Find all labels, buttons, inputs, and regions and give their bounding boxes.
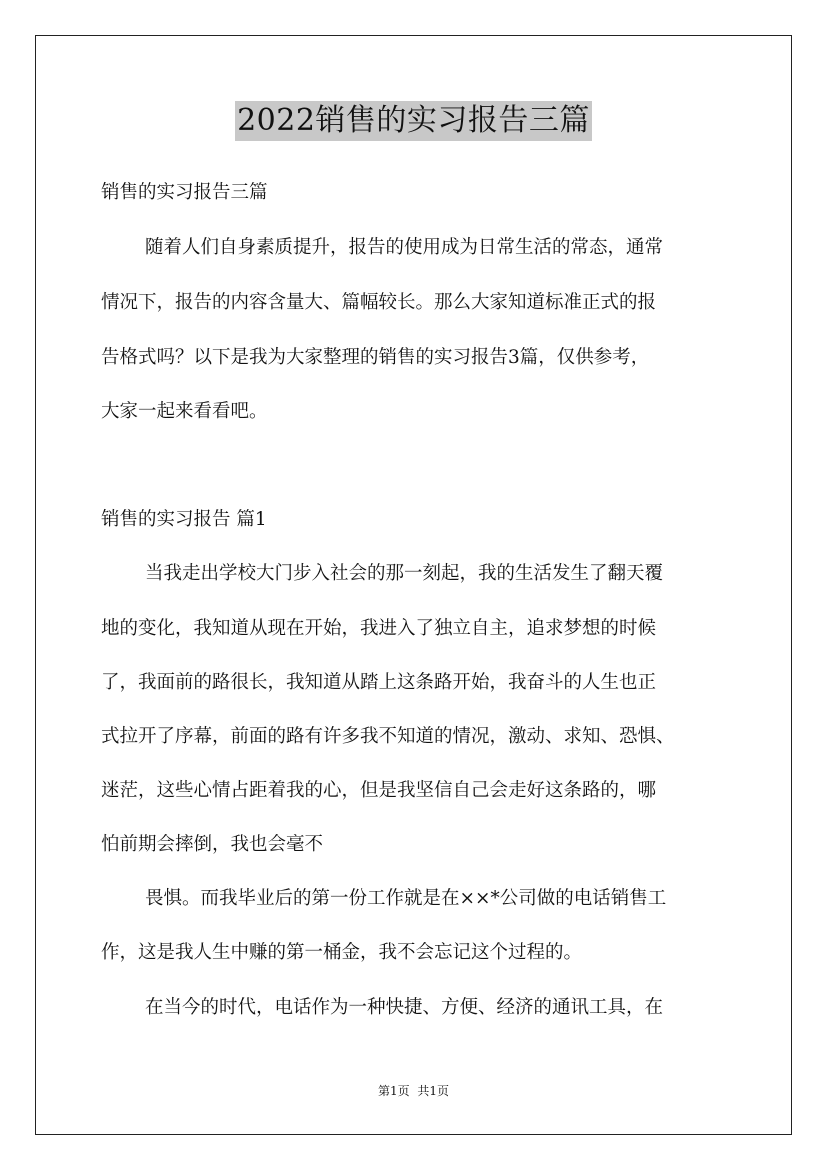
document-subtitle: 销售的实习报告三篇 xyxy=(101,182,268,203)
body-line: 当我走出学校大门步入社会的那一刻起，我的生活发生了翻天覆 xyxy=(145,563,664,584)
title-container xyxy=(0,101,827,141)
body-line: 在当今的时代，电话作为一种快捷、方便、经济的通讯工具，在 xyxy=(145,997,664,1018)
intro-line: 大家一起来看看吧。 xyxy=(101,401,268,422)
intro-line: 情况下，报告的内容含量大、篇幅较长。那么大家知道标准正式的报 xyxy=(101,292,657,313)
body-line: 地的变化，我知道从现在开始，我进入了独立自主，追求梦想的时候 xyxy=(101,618,657,639)
intro-line: 随着人们自身素质提升，报告的使用成为日常生活的常态，通常 xyxy=(145,237,664,258)
page-footer xyxy=(0,1083,827,1099)
body-line: 迷茫，这些心情占距着我的心，但是我坚信自己会走好这条路的，哪 xyxy=(101,780,657,801)
intro-line: 告格式吗？以下是我为大家整理的销售的实习报告3篇，仅供参考， xyxy=(101,347,650,368)
page-total: 共1页 xyxy=(417,1084,449,1098)
section-heading: 销售的实习报告 篇1 xyxy=(101,509,267,530)
document-title: 2022销售的实习报告三篇 xyxy=(235,101,592,141)
body-line: 畏惧。而我毕业后的第一份工作就是在××*公司做的电话销售工 xyxy=(145,888,667,909)
body-line: 式拉开了序幕，前面的路有许多我不知道的情况，激动、求知、恐惧、 xyxy=(101,726,675,747)
page-number: 第1页 xyxy=(378,1084,410,1098)
body-line: 作，这是我人生中赚的第一桶金，我不会忘记这个过程的。 xyxy=(101,942,583,963)
body-line: 怕前期会摔倒，我也会毫不 xyxy=(101,834,324,855)
body-line: 了，我面前的路很长，我知道从踏上这条路开始，我奋斗的人生也正 xyxy=(101,672,657,693)
